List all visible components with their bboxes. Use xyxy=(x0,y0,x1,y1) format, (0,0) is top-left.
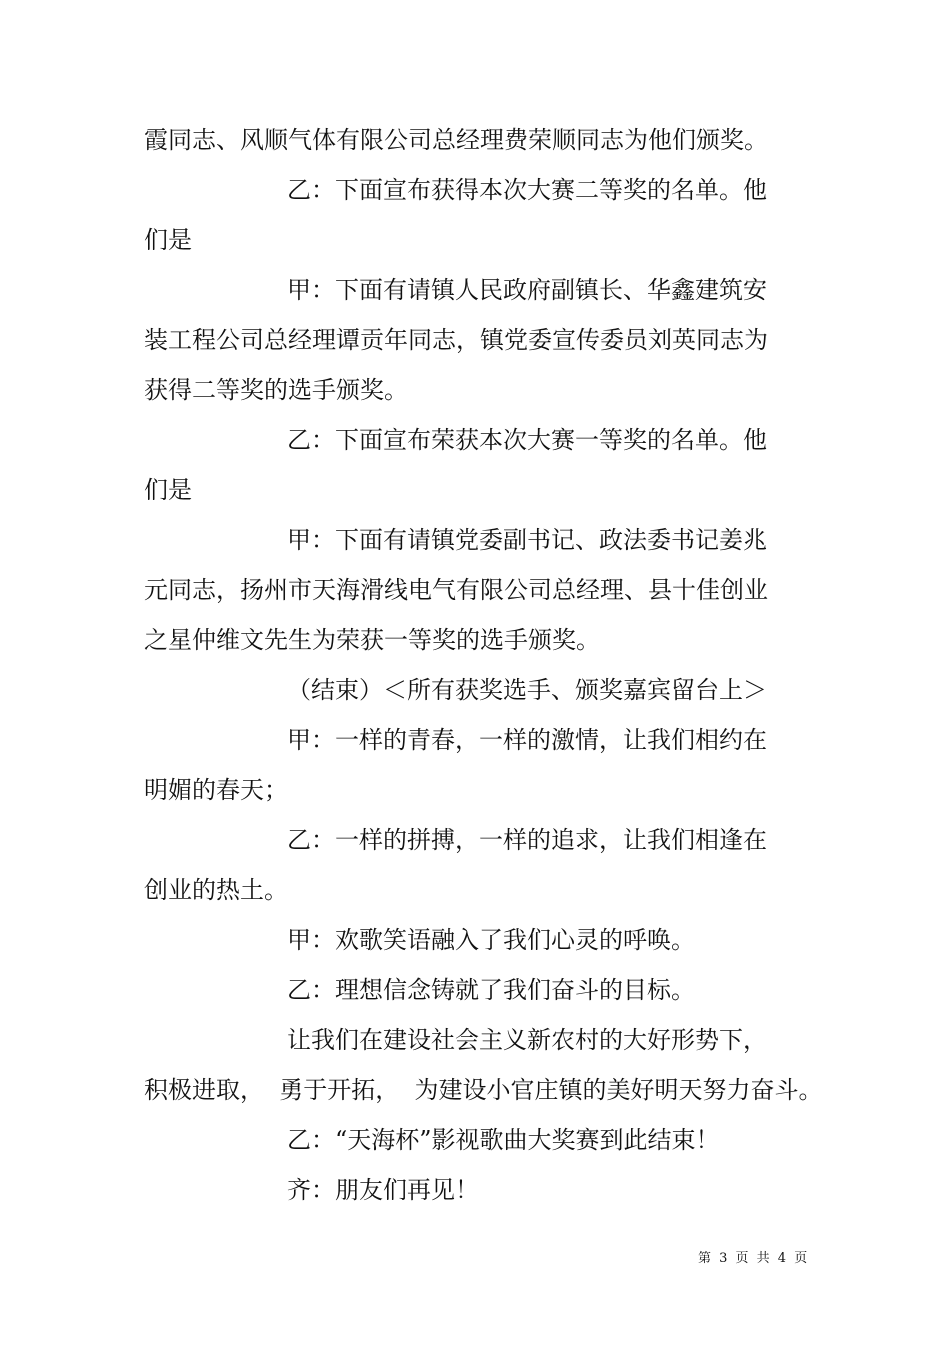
paragraph-line: 创业的热土。 xyxy=(144,876,288,904)
paragraph-line: 甲：下面有请镇人民政府副镇长、华鑫建筑安 xyxy=(287,276,767,304)
paragraph-line: 甲：一样的青春，一样的激情，让我们相约在 xyxy=(287,726,767,754)
paragraph-line: 积极进取， 勇于开拓， 为建设小官庄镇的美好明天努力奋斗。 xyxy=(144,1076,823,1104)
paragraph-line: 甲：欢歌笑语融入了我们心灵的呼唤。 xyxy=(287,926,695,954)
paragraph-line: 让我们在建设社会主义新农村的大好形势下， xyxy=(287,1026,767,1054)
paragraph-line: 乙：“天海杯”影视歌曲大奖赛到此结束！ xyxy=(287,1126,720,1154)
page-footer: 第 3 页 共 4 页 xyxy=(698,1251,810,1266)
paragraph-line: 齐：朋友们再见！ xyxy=(287,1176,479,1204)
paragraph-line: 乙：一样的拼搏，一样的追求，让我们相逢在 xyxy=(287,826,767,854)
paragraph-line: 之星仲维文先生为荣获一等奖的选手颁奖。 xyxy=(144,626,600,654)
paragraph-line: 乙：下面宣布获得本次大赛二等奖的名单。他 xyxy=(287,176,767,204)
paragraph-line: 霞同志、风顺气体有限公司总经理费荣顺同志为他们颁奖。 xyxy=(144,126,768,154)
paragraph-line: 装工程公司总经理谭贡年同志，镇党委宣传委员刘英同志为 xyxy=(144,326,768,354)
paragraph-line: 甲：下面有请镇党委副书记、政法委书记姜兆 xyxy=(287,526,767,554)
paragraph-line: 明媚的春天； xyxy=(144,776,288,804)
paragraph-line: 们是 xyxy=(144,476,192,504)
paragraph-line: 获得二等奖的选手颁奖。 xyxy=(144,376,408,404)
paragraph-line: （结束）＜所有获奖选手、颁奖嘉宾留台上＞ xyxy=(287,676,767,704)
paragraph-line: 乙：理想信念铸就了我们奋斗的目标。 xyxy=(287,976,695,1004)
paragraph-line: 元同志，扬州市天海滑线电气有限公司总经理、县十佳创业 xyxy=(144,576,768,604)
paragraph-line: 乙：下面宣布荣获本次大赛一等奖的名单。他 xyxy=(287,426,767,454)
paragraph-line: 们是 xyxy=(144,226,192,254)
